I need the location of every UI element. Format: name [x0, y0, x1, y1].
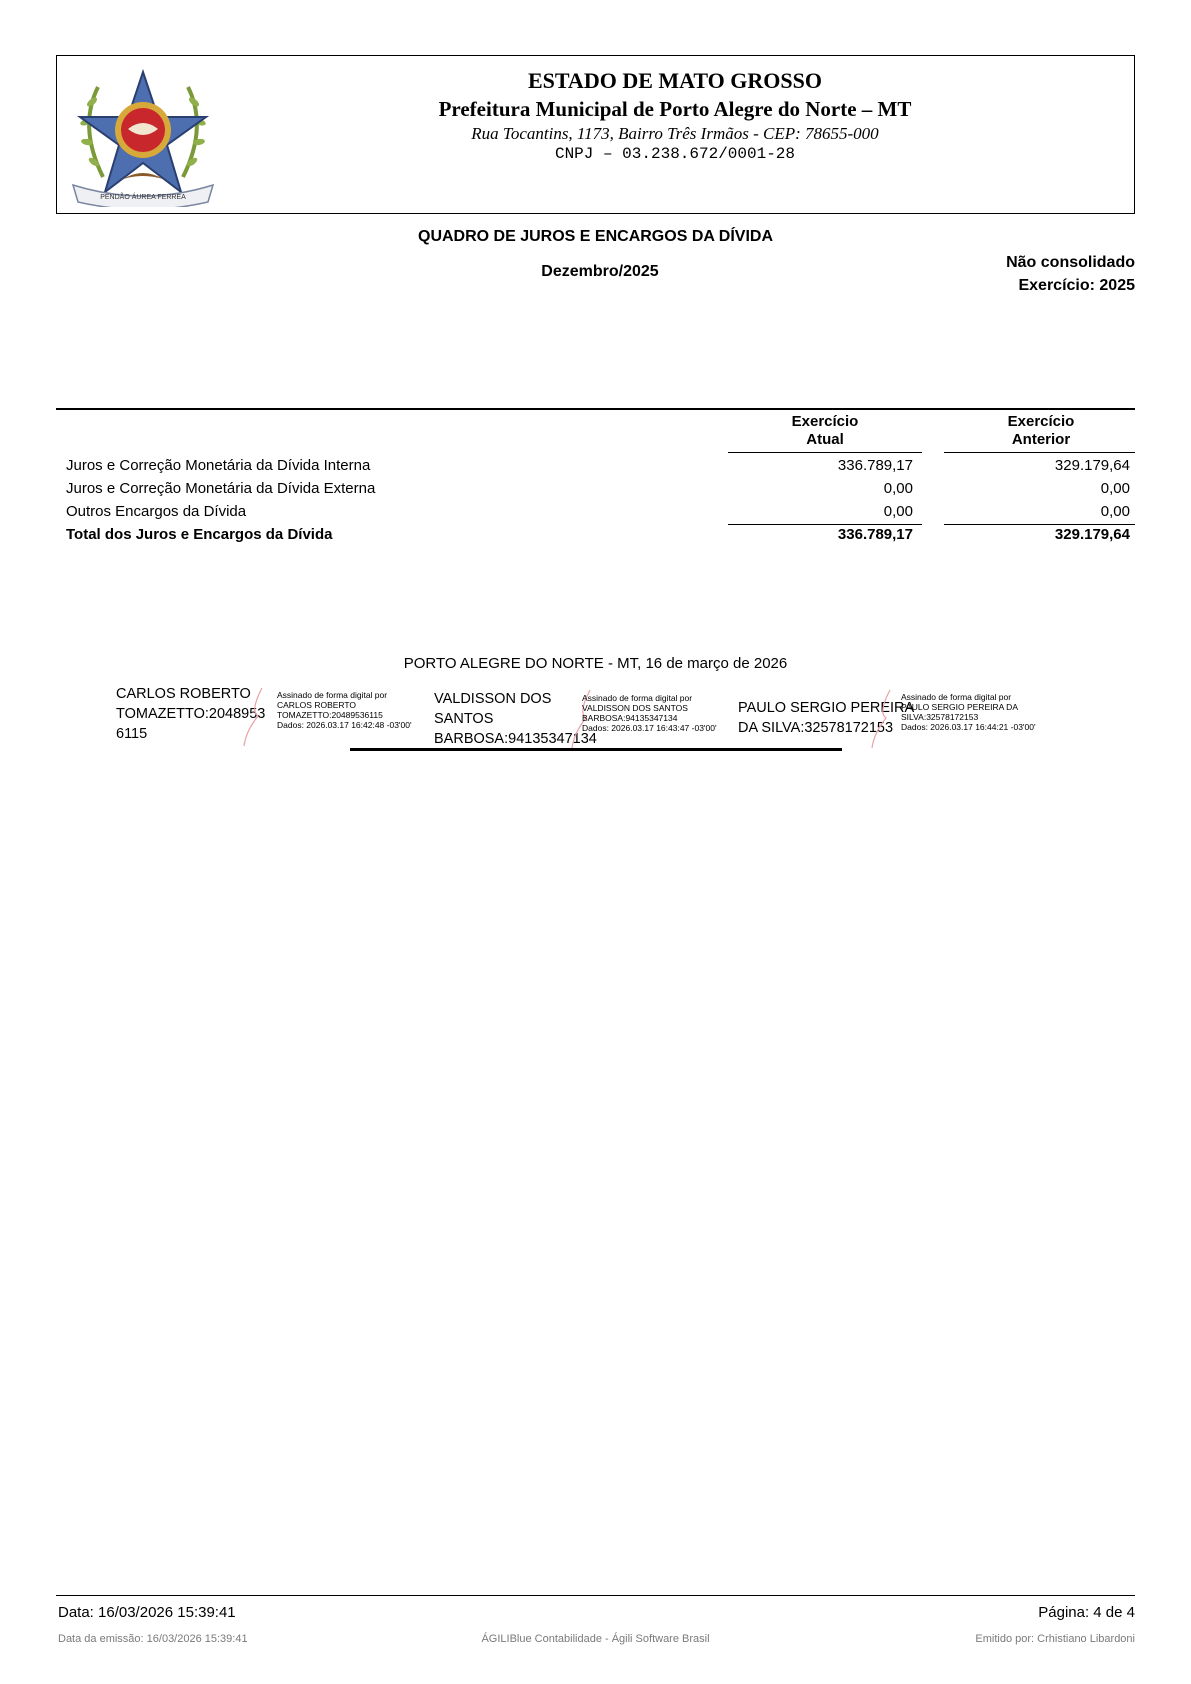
- consolidation-status: Não consolidado: [1006, 254, 1135, 271]
- svg-text:PENDÃO ÁUREA FERREA: PENDÃO ÁUREA FERREA: [100, 194, 186, 201]
- total-current-rule: [728, 524, 922, 525]
- signature-1-digital-line: TOMAZETTO:20489536115: [277, 710, 383, 720]
- signature-3-digital-line: Dados: 2026.03.17 16:44:21 -03'00': [901, 722, 1036, 732]
- signature-3-digital-info: [901, 692, 1036, 732]
- signature-2-digital-line: Dados: 2026.03.17 16:43:47 -03'00': [582, 723, 717, 733]
- report-title: QUADRO DE JUROS E ENCARGOS DA DÍVIDA: [418, 228, 773, 245]
- table-row-current: 0,00: [883, 480, 913, 497]
- table-row-label: Juros e Correção Monetária da Dívida Interna: [66, 457, 371, 474]
- column-previous-underline: [944, 452, 1135, 453]
- signature-3-name-line: DA SILVA:32578172153: [738, 720, 894, 736]
- total-row-current: 336.789,17: [837, 526, 913, 543]
- signature-1-digital-line: Assinado de forma digital por: [277, 690, 388, 700]
- signature-3-digital-line: Assinado de forma digital por: [901, 692, 1012, 702]
- signature-3-digital-line: PAULO SERGIO PEREIRA DA: [901, 702, 1018, 712]
- table-row-previous: 0,00: [1100, 503, 1130, 520]
- header-address: Rua Tocantins, 1173, Bairro Três Irmãos - CEP: 78655-000: [471, 124, 879, 143]
- signature-3-digital-line: SILVA:32578172153: [901, 712, 979, 722]
- signature-2-digital-line: BARBOSA:94135347134: [582, 713, 678, 723]
- place-date: PORTO ALEGRE DO NORTE - MT, 16 de março de 2026: [403, 655, 788, 672]
- footer-rule: [56, 1595, 1135, 1596]
- column-header-previous-line1: Exercício: [1007, 413, 1075, 430]
- table-row-label: Juros e Correção Monetária da Dívida Externa: [66, 480, 376, 497]
- exercise-year: Exercício: 2025: [1018, 277, 1135, 294]
- report-period: Dezembro/2025: [541, 263, 659, 280]
- signature-2-name-line: VALDISSON DOS: [434, 691, 552, 707]
- signature-2-name-line: BARBOSA:94135347134: [434, 731, 597, 747]
- footer-page-number: Página: 4 de 4: [1038, 1604, 1135, 1621]
- signature-2-name-line: SANTOS: [434, 711, 494, 727]
- column-current-underline: [728, 452, 922, 453]
- table-top-rule: [56, 408, 1135, 410]
- signature-1-name-line: TOMAZETTO:2048953: [116, 706, 266, 722]
- header-cnpj: CNPJ – 03.238.672/0001-28: [554, 145, 796, 163]
- signature-1-mark: [240, 686, 270, 748]
- footer-emission-date: Data da emissão: 16/03/2026 15:39:41: [58, 1633, 248, 1645]
- column-header-previous: [944, 413, 1138, 449]
- column-header-current: [728, 413, 922, 449]
- total-row-previous: 329.179,64: [1054, 526, 1130, 543]
- column-header-current-line2: Atual: [806, 431, 844, 448]
- table-row-label: Outros Encargos da Dívida: [66, 503, 247, 520]
- signature-3-mark: [868, 688, 898, 750]
- signature-2-digital-info: [582, 693, 717, 733]
- header-prefeitura: Prefeitura Municipal de Porto Alegre do Norte – MT: [438, 97, 912, 121]
- municipal-coat-of-arms-logo: [68, 67, 218, 207]
- report-consolidation: [1006, 251, 1135, 297]
- table-row-previous: 329.179,64: [1054, 457, 1130, 474]
- column-header-previous-line2: Anterior: [1011, 431, 1071, 448]
- signature-2-digital-line: VALDISSON DOS SANTOS: [582, 703, 688, 713]
- signature-1-name-line: CARLOS ROBERTO: [116, 686, 251, 702]
- signature-line: [350, 748, 842, 751]
- signature-1-digital-info: [277, 690, 412, 730]
- table-row-current: 0,00: [883, 503, 913, 520]
- signature-1-digital-line: CARLOS ROBERTO: [277, 700, 357, 710]
- signature-3-name-line: PAULO SERGIO PEREIRA: [738, 700, 915, 716]
- table-row-current: 336.789,17: [837, 457, 913, 474]
- signature-1-name-line: 6115: [116, 726, 148, 742]
- total-row-label: Total dos Juros e Encargos da Dívida: [66, 526, 333, 543]
- footer-software: ÁGILIBlue Contabilidade - Ágili Software Brasil: [481, 1633, 710, 1645]
- footer-issued-by: Emitido por: Crhistiano Libardoni: [975, 1633, 1135, 1645]
- signature-2-digital-line: Assinado de forma digital por: [582, 693, 693, 703]
- signature-1-digital-line: Dados: 2026.03.17 16:42:48 -03'00': [277, 720, 412, 730]
- total-previous-rule: [944, 524, 1135, 525]
- footer-date: Data: 16/03/2026 15:39:41: [58, 1604, 236, 1621]
- table-row-previous: 0,00: [1100, 480, 1130, 497]
- column-header-current-line1: Exercício: [791, 413, 859, 430]
- header-state: ESTADO DE MATO GROSSO: [527, 68, 822, 93]
